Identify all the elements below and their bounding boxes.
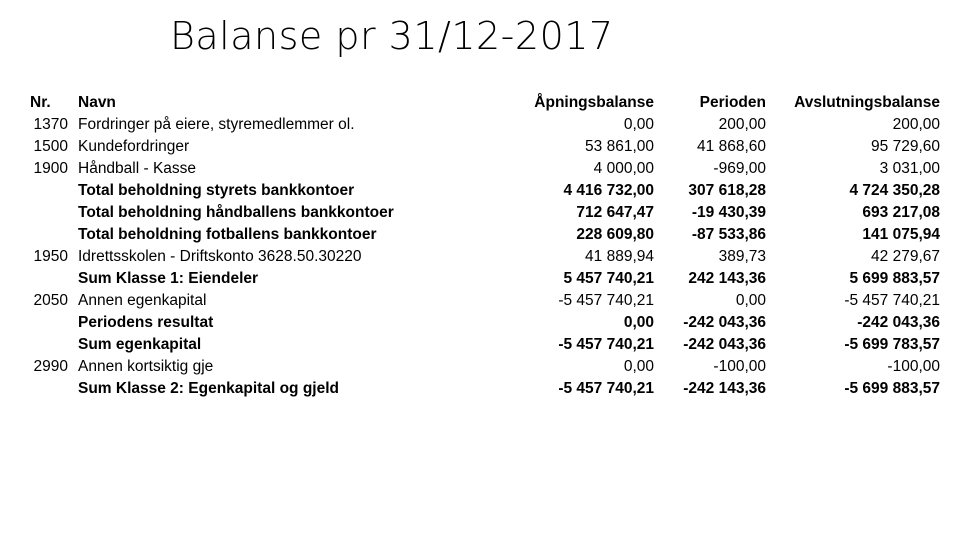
closing-balance: 693 217,08	[862, 204, 940, 221]
account-name: Annen kortsiktig gje	[78, 358, 214, 375]
table-row	[22, 356, 940, 378]
table-row	[22, 246, 940, 268]
period-amount: -242 143,36	[683, 380, 766, 397]
opening-balance: 712 647,47	[576, 204, 654, 221]
account-number	[22, 180, 78, 202]
account-name: Periodens resultat	[78, 314, 214, 331]
closing-balance: 4 724 350,28	[849, 182, 940, 199]
closing-balance: 3 031,00	[879, 160, 940, 177]
opening-balance: -5 457 740,21	[558, 380, 654, 397]
account-number: 2990	[33, 358, 68, 375]
account-number	[22, 268, 78, 290]
period-amount: 0,00	[735, 292, 766, 309]
period-amount: -87 533,86	[691, 226, 766, 243]
account-name: Total beholdning håndballens bankkontoer	[78, 204, 394, 221]
opening-balance: 0,00	[623, 116, 654, 133]
balance-table	[22, 92, 940, 400]
table-row-total	[22, 180, 940, 202]
account-name: Kundefordringer	[78, 138, 190, 155]
opening-balance: -5 457 740,21	[558, 292, 654, 309]
opening-balance: 4 416 732,00	[563, 182, 654, 199]
closing-balance: 5 699 883,57	[849, 270, 940, 287]
account-name: Fordringer på eiere, styremedlemmer ol.	[78, 116, 355, 133]
period-amount: -19 430,39	[691, 204, 766, 221]
closing-balance: -5 699 883,57	[844, 380, 940, 397]
opening-balance: 41 889,94	[585, 248, 654, 265]
closing-balance: 95 729,60	[871, 138, 940, 155]
account-name: Total beholdning fotballens bankkontoer	[78, 226, 377, 243]
header-name: Navn	[78, 94, 116, 111]
account-number	[22, 378, 78, 400]
account-number	[22, 334, 78, 356]
table-row	[22, 114, 940, 136]
account-name: Sum Klasse 1: Eiendeler	[78, 270, 259, 287]
account-number	[22, 224, 78, 246]
account-number: 1950	[33, 248, 68, 265]
period-amount: -242 043,36	[683, 336, 766, 353]
closing-balance: 141 075,94	[862, 226, 940, 243]
closing-balance: -5 457 740,21	[844, 292, 940, 309]
account-number: 1900	[33, 160, 68, 177]
opening-balance: 53 861,00	[585, 138, 654, 155]
table-row-total	[22, 378, 940, 400]
table-row-total	[22, 334, 940, 356]
header-period: Perioden	[699, 94, 766, 111]
period-amount: 242 143,36	[688, 270, 766, 287]
table-row-total	[22, 268, 940, 290]
account-number: 1370	[33, 116, 68, 133]
period-amount: -969,00	[713, 160, 766, 177]
table-row	[22, 290, 940, 312]
opening-balance: 0,00	[623, 358, 654, 375]
period-amount: -242 043,36	[683, 314, 766, 331]
account-name: Total beholdning styrets bankkontoer	[78, 182, 355, 199]
closing-balance: -242 043,36	[857, 314, 940, 331]
closing-balance: -100,00	[887, 358, 940, 375]
opening-balance: 4 000,00	[593, 160, 654, 177]
table-row	[22, 136, 940, 158]
account-number: 2050	[33, 292, 68, 309]
account-name: Sum Klasse 2: Egenkapital og gjeld	[78, 380, 339, 397]
period-amount: 307 618,28	[688, 182, 766, 199]
opening-balance: 228 609,80	[576, 226, 654, 243]
account-name: Idrettsskolen - Driftskonto 3628.50.30220	[78, 248, 362, 265]
page-title: Balanse pr 31/12-2017	[170, 14, 614, 58]
table-row	[22, 158, 940, 180]
closing-balance: 42 279,67	[871, 248, 940, 265]
account-number	[22, 202, 78, 224]
account-number: 1500	[33, 138, 68, 155]
table-header-row	[22, 92, 940, 114]
table-row-total	[22, 312, 940, 334]
header-closing-balance: Avslutningsbalanse	[794, 94, 940, 111]
period-amount: -100,00	[713, 358, 766, 375]
account-name: Annen egenkapital	[78, 292, 207, 309]
table-row-total	[22, 202, 940, 224]
header-opening-balance: Åpningsbalanse	[534, 94, 654, 111]
opening-balance: 5 457 740,21	[563, 270, 654, 287]
header-nr: Nr.	[30, 94, 51, 111]
closing-balance: -5 699 783,57	[844, 336, 940, 353]
period-amount: 200,00	[718, 116, 766, 133]
opening-balance: 0,00	[623, 314, 654, 331]
account-name: Håndball - Kasse	[78, 160, 197, 177]
period-amount: 389,73	[718, 248, 766, 265]
period-amount: 41 868,60	[697, 138, 766, 155]
closing-balance: 200,00	[892, 116, 940, 133]
table-row-total	[22, 224, 940, 246]
account-name: Sum egenkapital	[78, 336, 202, 353]
opening-balance: -5 457 740,21	[558, 336, 654, 353]
account-number	[22, 312, 78, 334]
